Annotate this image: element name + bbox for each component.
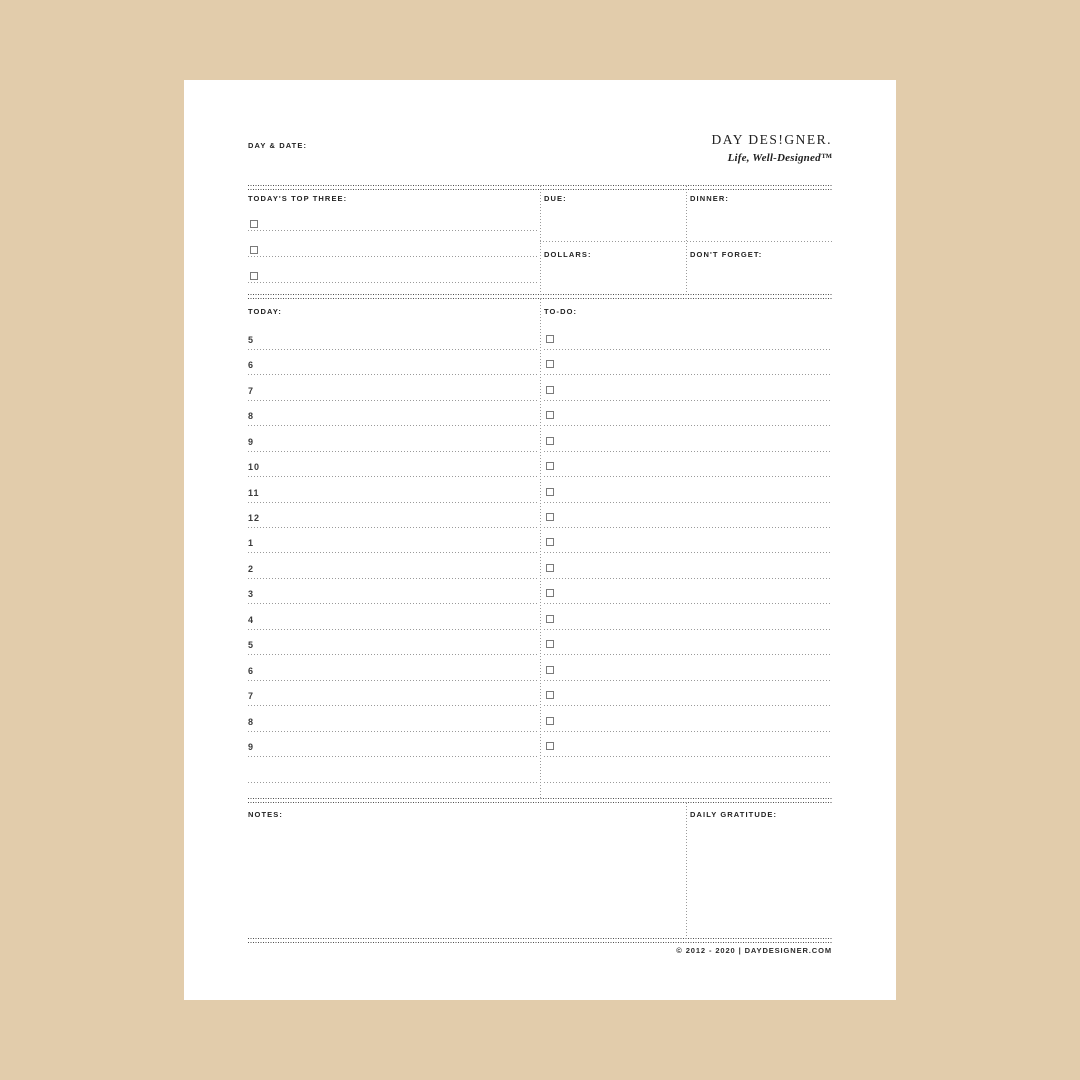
dollars-label: DOLLARS: (544, 250, 592, 259)
hour-label: 5 (248, 640, 255, 651)
due-dollars-divider (540, 241, 832, 242)
todo-row (544, 452, 832, 477)
hour-label: 6 (248, 360, 255, 371)
schedule-row (248, 553, 538, 578)
top-three-label: TODAY'S TOP THREE: (248, 194, 348, 203)
todo-row (544, 325, 832, 350)
daily-gratitude-label: DAILY GRATITUDE: (690, 810, 778, 819)
todo-checkbox[interactable] (250, 246, 258, 254)
hour-label: 9 (248, 741, 255, 752)
day-date-label: DAY & DATE: (248, 141, 308, 150)
hour-label: 12 (248, 513, 261, 523)
todo-checkbox[interactable] (546, 360, 554, 368)
schedule-row (248, 401, 538, 426)
todo-row (544, 426, 832, 451)
schedule-row (248, 325, 538, 350)
todo-checkbox[interactable] (546, 564, 554, 572)
brand-logo-text: DAY DES!GNER. (711, 132, 832, 147)
todo-checkbox[interactable] (250, 220, 258, 228)
hour-label: 3 (248, 589, 255, 600)
planner-page (184, 80, 896, 1000)
notes-label: NOTES: (248, 810, 283, 819)
todo-checkbox[interactable] (546, 538, 554, 546)
schedule-row (248, 503, 538, 528)
schedule-row (248, 350, 538, 375)
todo-checkbox[interactable] (546, 335, 554, 343)
notes-gratitude-divider (686, 803, 687, 938)
dont-forget-label: DON'T FORGET: (690, 250, 763, 259)
hour-label: 7 (248, 385, 255, 396)
todo-checkbox[interactable] (546, 691, 554, 699)
write-line (544, 782, 832, 783)
schedule-row (248, 375, 538, 400)
schedule-row (248, 604, 538, 629)
todo-checkbox[interactable] (250, 272, 258, 280)
schedule-row (248, 477, 538, 502)
todo-row (544, 401, 832, 426)
hour-label: 8 (248, 411, 255, 422)
todo-row (544, 375, 832, 400)
write-line (248, 282, 538, 283)
schedule-todo-divider (540, 299, 541, 798)
todo-label: TO-DO: (544, 307, 578, 316)
todo-row (544, 579, 832, 604)
todo-checkbox[interactable] (546, 437, 554, 445)
todo-row (544, 553, 832, 578)
hour-label: 10 (248, 462, 261, 473)
todo-row (544, 503, 832, 528)
today-label: TODAY: (248, 307, 282, 316)
top-three-rows (248, 205, 538, 283)
hour-label: 9 (248, 436, 255, 447)
schedule-row (248, 579, 538, 604)
todo-rows (544, 325, 832, 783)
todo-row (544, 528, 832, 553)
todo-checkbox[interactable] (546, 386, 554, 394)
copyright-text: © 2012 - 2020 | DAYDESIGNER.COM (676, 946, 832, 955)
todo-row (544, 477, 832, 502)
todo-row (544, 732, 832, 757)
todo-row (544, 681, 832, 706)
hour-label: 2 (248, 563, 255, 574)
todo-row (544, 350, 832, 375)
todo-checkbox[interactable] (546, 717, 554, 725)
schedule-row (248, 732, 538, 757)
schedule-row (248, 655, 538, 680)
todo-checkbox[interactable] (546, 640, 554, 648)
schedule-row (248, 630, 538, 655)
brand-logo (711, 132, 832, 164)
hour-label: 5 (248, 334, 255, 345)
schedule-row (248, 452, 538, 477)
todo-checkbox[interactable] (546, 513, 554, 521)
hour-label: 7 (248, 691, 255, 702)
todo-row (544, 706, 832, 731)
schedule-row (248, 426, 538, 451)
todo-checkbox[interactable] (546, 488, 554, 496)
top-three-row (248, 231, 538, 257)
schedule-row (248, 706, 538, 731)
hour-label: 11 (248, 487, 260, 498)
schedule-rows (248, 325, 538, 783)
section-border-bottom (248, 938, 832, 943)
todo-checkbox[interactable] (546, 411, 554, 419)
todo-checkbox[interactable] (546, 666, 554, 674)
todo-row (544, 630, 832, 655)
hour-label: 8 (248, 716, 255, 727)
schedule-row (248, 528, 538, 553)
top-three-row (248, 205, 538, 231)
todo-checkbox[interactable] (546, 615, 554, 623)
todo-checkbox[interactable] (546, 462, 554, 470)
todo-checkbox[interactable] (546, 742, 554, 750)
top-three-row (248, 257, 538, 283)
todo-row (544, 604, 832, 629)
section-border-mid-lower (248, 798, 832, 803)
todo-row-blank (544, 757, 832, 783)
hour-label: 4 (248, 614, 255, 625)
due-label: DUE: (544, 194, 567, 203)
schedule-row (248, 681, 538, 706)
brand-tagline: Life, Well-Designed™ (727, 152, 832, 164)
top-section-divider-2 (686, 186, 687, 294)
todo-checkbox[interactable] (546, 589, 554, 597)
hour-label: 6 (248, 665, 255, 676)
todo-row (544, 655, 832, 680)
schedule-row-blank (248, 757, 538, 783)
hour-label: 1 (248, 538, 255, 549)
write-line (248, 782, 538, 783)
top-section-divider-1 (540, 186, 541, 294)
dinner-label: DINNER: (690, 194, 729, 203)
